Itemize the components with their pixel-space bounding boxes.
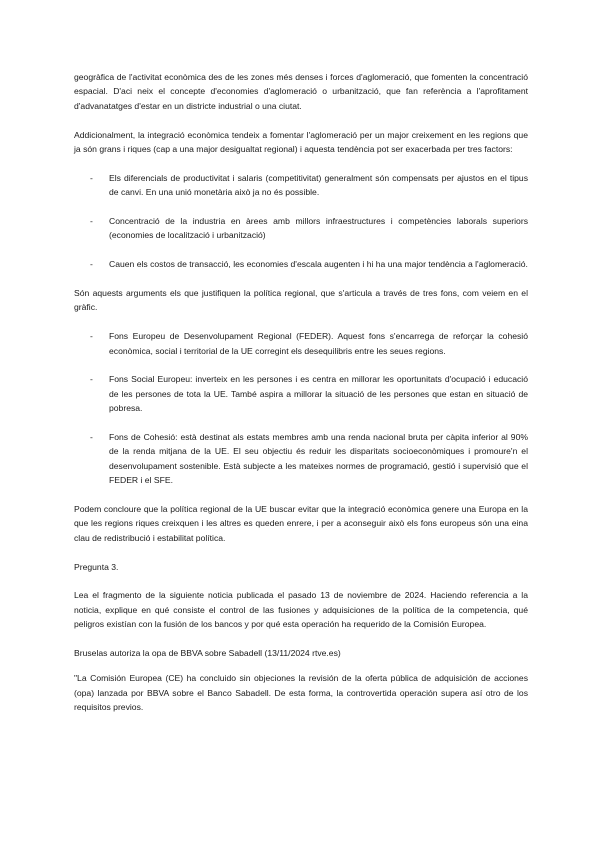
bullet-dash: - (90, 259, 93, 270)
list-item-text: Els diferencials de productivitat i salaris (competitivitat) generalment són compensats per ajustos en el tipus de canvi. En una unió monetària això ja no és possible. (109, 172, 528, 198)
bullet-dash: - (90, 374, 93, 385)
factors-list (74, 171, 528, 272)
document-page (74, 70, 528, 729)
list-item-text: Concentració de la industria en àrees amb millors infraestructures i competències laborals superiors (economies de localització i urbanització) (109, 216, 528, 241)
list-item-text: Fons Europeu de Desenvolupament Regional (FEDER). Aquest fons s'encarrega de reforçar la cohesió econòmica, social i territorial de la UE corregint els desequilibris entre les seues regions. (109, 331, 528, 356)
integration-paragraph: Addicionalment, la integració econòmica tendeix a fomentar l'aglomeració per un major creixement en les regions que ja són grans i riques (cap a una major desigualtat regional) i aquesta tendència pot ser exacerbada per tres factors: (74, 129, 528, 155)
bullet-dash: - (90, 331, 93, 342)
list-item-text: Fons Social Europeu: inverteix en les persones i es centra en millorar les oportunitats d'ocupació i educació de les persones de tota la UE. També aspira a millorar la situació de les persones que estan en situació de pobresa. (109, 374, 528, 414)
bullet-dash: - (90, 172, 93, 183)
intro-paragraph: geogràfica de l'activitat econòmica des de les zones més denses i forces d'aglomeració, que fomenten la concentració espacial. D'aci neix el concepte d'economies d'aglomeració o urbanització, que fan referència a l'aprofitament d'advanatatges d'estar en un districte industrial o una ciutat. (74, 72, 528, 111)
question-paragraph: Lea el fragmento de la siguiente noticia publicada el pasado 13 de noviembre de 2024. Haciendo referencia a la noticia, explique en qué consiste el control de las fusiones y adquisiciones de la política de la competencia, qué peligros existían con la fusión de los bancos y por qué esta operación ha requerido de la Comisión Europea. (74, 590, 528, 630)
list-item-text: Cauen els costos de transacció, les economies d'escala augenten i hi ha una major tendència a l'aglomeració. (109, 259, 528, 270)
conclusion-paragraph: Podem concloure que la política regional de la UE buscar evitar que la integració econòmica genere una Europa en la que les regions riques creixquen i les altres es queden enrere, i per a aconseguir això els fons europeus són una eina clau de redistribució i estabilitat política. (74, 504, 528, 543)
list-item (74, 257, 528, 271)
list-item (74, 430, 528, 488)
list-item (74, 372, 528, 415)
list-item (74, 171, 528, 200)
list-item (74, 329, 528, 358)
bullet-dash: - (90, 432, 93, 443)
news-quote: "La Comisión Europea (CE) ha concluido sin objeciones la revisión de la oferta pública de adquisición de acciones (opa) lanzada por BBVA sobre el Banco Sabadell. De esta forma, la controvertida operación supera así otro de los requisitos previos. (74, 673, 528, 713)
funds-intro-paragraph: Són aquests arguments els que justifiquen la política regional, que s'articula a través de tres fons, com veiem en el gràfic. (74, 288, 528, 313)
list-item (74, 214, 528, 243)
news-title: Bruselas autoriza la opa de BBVA sobre Sabadell (13/11/2024 rtve.es) (74, 648, 341, 659)
list-item-text: Fons de Cohesió: està destinat als estats membres amb una renda nacional bruta per càpita inferior al 90% de la renda mitjana de la UE. El seu objectiu és reduir les disparitats socioeconòmiques i promoure'n el desenvolupament sostenible. Està subjecte a les mateixes normes de programació, gestió i supervisió que el FEDER i el SFE. (109, 432, 528, 486)
funds-list (74, 329, 528, 487)
question-heading: Pregunta 3. (74, 561, 119, 572)
bullet-dash: - (90, 216, 93, 227)
